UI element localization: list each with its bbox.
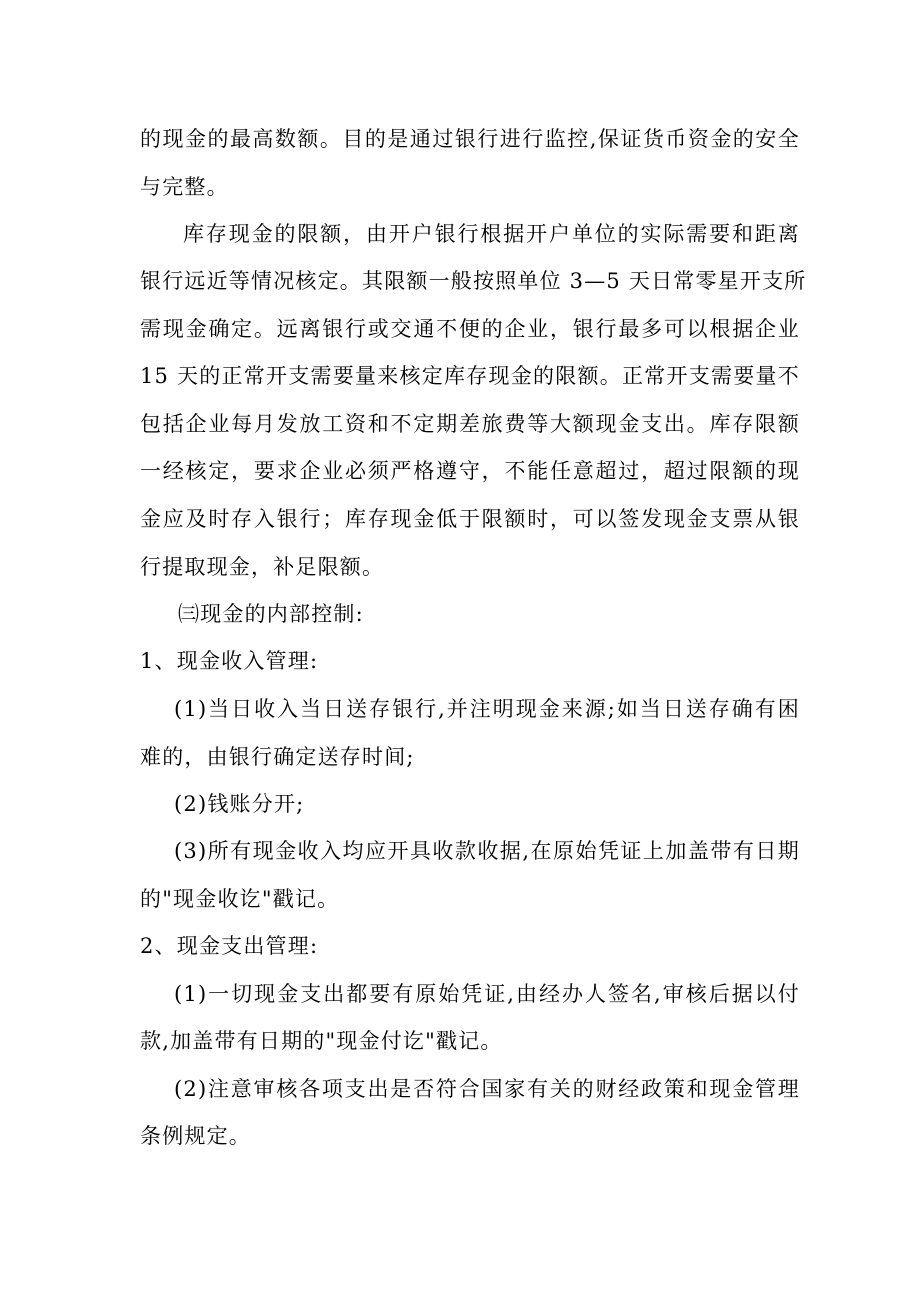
paragraph-line: 包括企业每月发放工资和不定期差旅费等大额现金支出。库存限额 xyxy=(140,412,800,436)
paragraph-line: 一经核定，要求企业必须严格遵守，不能任意超过，超过限额的现 xyxy=(140,459,800,483)
list-item-continuation: 条例规定。 xyxy=(140,1124,251,1148)
section-heading: ㈢现金的内部控制: xyxy=(178,602,364,626)
paragraph-line: 的现金的最高数额。目的是通过银行进行监控,保证货币资金的安全 xyxy=(140,127,800,151)
paragraph-line: 与完整。 xyxy=(140,175,229,199)
list-item-continuation: 的"现金收讫"戳记。 xyxy=(140,887,340,911)
paragraph-line: 行提取现金，补足限额。 xyxy=(140,555,385,579)
paragraph-line: 金应及时存入银行；库存现金低于限额时，可以签发现金支票从银 xyxy=(140,507,800,531)
list-item: (2)注意审核各项支出是否符合国家有关的财经政策和现金管理 xyxy=(174,1077,800,1101)
paragraph-line: 15 天的正常开支需要量来核定库存现金的限额。正常开支需要量不 xyxy=(140,364,800,388)
list-item: (3)所有现金收入均应开具收款收据,在原始凭证上加盖带有日期 xyxy=(174,839,800,863)
subsection-heading: 2、现金支出管理: xyxy=(140,934,319,958)
list-item-continuation: 难的，由银行确定送存时间; xyxy=(140,745,415,769)
subsection-heading: 1、现金收入管理: xyxy=(140,649,319,673)
paragraph-line: 库存现金的限额，由开户银行根据开户单位的实际需要和距离 xyxy=(183,222,800,246)
paragraph-line: 银行远近等情况核定。其限额一般按照单位 3—5 天日常零星开支所 xyxy=(140,269,807,293)
list-item-continuation: 款,加盖带有日期的"现金付讫"戳记。 xyxy=(140,1029,503,1053)
list-item: (1)当日收入当日送存银行,并注明现金来源;如当日送存确有困 xyxy=(174,697,800,721)
paragraph-line: 需现金确定。远离银行或交通不便的企业，银行最多可以根据企业 xyxy=(140,317,800,341)
list-item: (2)钱账分开; xyxy=(174,792,305,816)
list-item: (1)一切现金支出都要有原始凭证,由经办人签名,审核后据以付 xyxy=(174,982,800,1006)
